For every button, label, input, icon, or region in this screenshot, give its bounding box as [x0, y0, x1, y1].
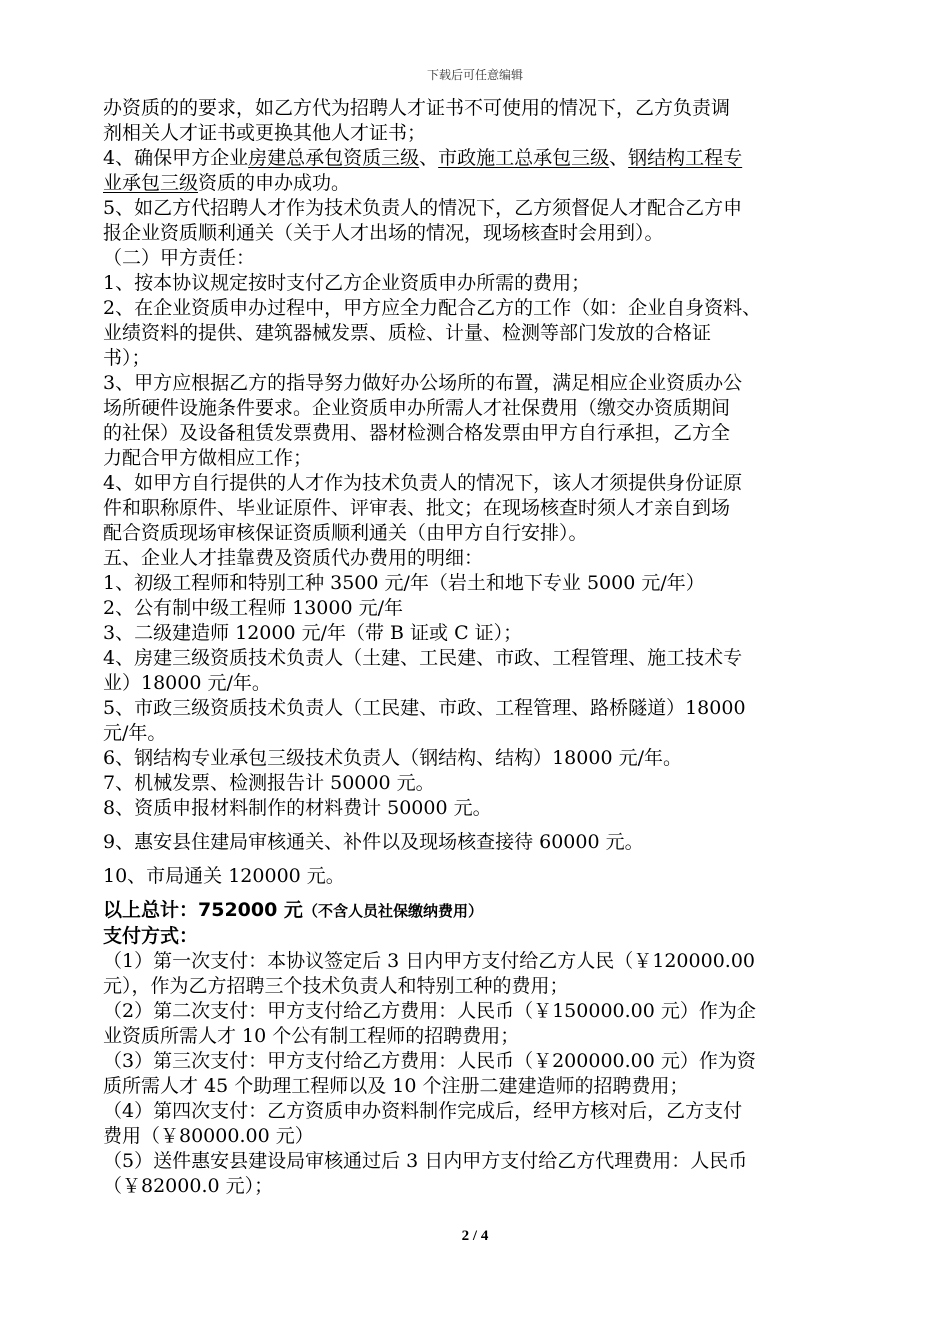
underlined-term: 业承包三级	[103, 172, 199, 194]
fee-item: 1、初级工程师和特别工种 3500 元/年（岩土和地下专业 5000 元/年）	[103, 572, 705, 594]
fee-item: 4、房建三级资质技术负责人（土建、工民建、市政、工程管理、施工技术专	[103, 647, 743, 669]
payment-item: （￥82000.0 元）；	[103, 1175, 274, 1197]
fee-item: 7、机械发票、检测报告计 50000 元。	[103, 772, 435, 794]
text-line: 业绩资料的提供、建筑器械发票、质检、计量、检测等部门发放的合格证	[103, 322, 712, 344]
text-line: 剂相关人才证书或更换其他人才证书；	[103, 122, 427, 144]
text-line: 报企业资质顺利通关（关于人才出场的情况，现场核查时会用到）。	[103, 222, 664, 244]
fee-item: 2、公有制中级工程师 13000 元/年	[103, 597, 404, 619]
underlined-term: 钢结构工程专	[628, 147, 743, 169]
text-line: 1、按本协议规定按时支付乙方企业资质申办所需的费用；	[103, 272, 591, 294]
document-body	[103, 96, 863, 1199]
text-line: 办资质的的要求，如乙方代为招聘人才证书不可使用的情况下，乙方负责调	[103, 97, 731, 119]
payment-item: （1）第一次支付：本协议签定后 3 日内甲方支付给乙方人民（￥120000.00	[103, 950, 756, 972]
text-line: 5、如乙方代招聘人才作为技术负责人的情况下，乙方须督促人才配合乙方申	[103, 197, 743, 219]
payment-item: 业资质所需人才 10 个公有制工程师的招聘费用；	[103, 1025, 520, 1047]
text-line: 场所硬件设施条件要求。企业资质申办所需人才社保费用（缴交办资质期间	[103, 397, 731, 419]
total-line	[103, 898, 863, 924]
fee-item: 5、市政三级资质技术负责人（工民建、市政、工程管理、路桥隧道）18000	[103, 697, 746, 719]
text-line: 3、甲方应根据乙方的指导努力做好办公场所的布置，满足相应企业资质办公	[103, 372, 743, 394]
payment-item: 费用（￥80000.00 元）	[103, 1125, 314, 1147]
section-heading: 五、企业人才挂靠费及资质代办费用的明细：	[103, 547, 484, 569]
text-line	[103, 146, 863, 171]
text-line	[103, 171, 863, 196]
underlined-term: 房建总承包资质三级	[248, 147, 420, 169]
page-number: 2 / 4	[461, 1228, 489, 1244]
payment-item: （5）送件惠安县建设局审核通过后 3 日内甲方支付给乙方代理费用：人民币	[103, 1150, 748, 1172]
text-span: 、	[609, 147, 629, 169]
payment-item: （2）第二次支付：甲方支付给乙方费用：人民币（￥150000.00 元）作为企	[103, 1000, 756, 1022]
text-line: 力配合甲方做相应工作；	[103, 447, 313, 469]
text-span: 4、确保甲方企业	[103, 147, 249, 169]
fee-item: 3、二级建造师 12000 元/年（带 B 证或 C 证）；	[103, 622, 523, 644]
text-span: 、	[419, 147, 439, 169]
fee-item: 元/年。	[103, 722, 167, 744]
text-line: 的社保）及设备租赁发票费用、器材检测合格发票由甲方自行承担，乙方全	[103, 422, 731, 444]
fee-item: 8、资质申报材料制作的材料费计 50000 元。	[103, 797, 492, 819]
section-heading: （二）甲方责任：	[103, 247, 256, 269]
underlined-term: 市政施工总承包三级	[438, 147, 610, 169]
fee-item: 6、钢结构专业承包三级技术负责人（钢结构、结构）18000 元/年。	[103, 747, 682, 769]
fee-item: 业）18000 元/年。	[103, 672, 271, 694]
payment-item: （4）第四次支付：乙方资质申办资料制作完成后，经甲方核对后，乙方支付	[103, 1100, 743, 1122]
total-note: （不含人员社保缴纳费用）	[302, 902, 483, 920]
text-line: 4、如甲方自行提供的人才作为技术负责人的情况下，该人才须提供身份证原	[103, 472, 743, 494]
payment-item: 元），作为乙方招聘三个技术负责人和特别工种的费用；	[103, 975, 569, 997]
text-span: 资质的申办成功。	[198, 172, 351, 194]
total-amount: 以上总计：752000 元	[103, 899, 303, 921]
payment-heading: 支付方式：	[103, 925, 199, 947]
fee-item: 10、市局通关 120000 元。	[103, 865, 345, 887]
text-line: 书）；	[103, 347, 151, 369]
payment-item: （3）第三次支付：甲方支付给乙方费用：人民币（￥200000.00 元）作为资	[103, 1050, 756, 1072]
text-line: 配合资质现场审核保证资质顺利通关（由甲方自行安排）。	[103, 522, 588, 544]
payment-item: 质所需人才 45 个助理工程师以及 10 个注册二建建造师的招聘费用；	[103, 1075, 689, 1097]
text-line: 件和职称原件、毕业证原件、评审表、批文；在现场核查时须人才亲自到场	[103, 497, 731, 519]
page-header-note: 下载后可任意编辑	[426, 68, 523, 82]
text-line: 2、在企业资质申办过程中，甲方应全力配合乙方的工作（如：企业自身资料、	[103, 297, 762, 319]
fee-item: 9、惠安县住建局审核通关、补件以及现场核查接待 60000 元。	[103, 831, 644, 853]
